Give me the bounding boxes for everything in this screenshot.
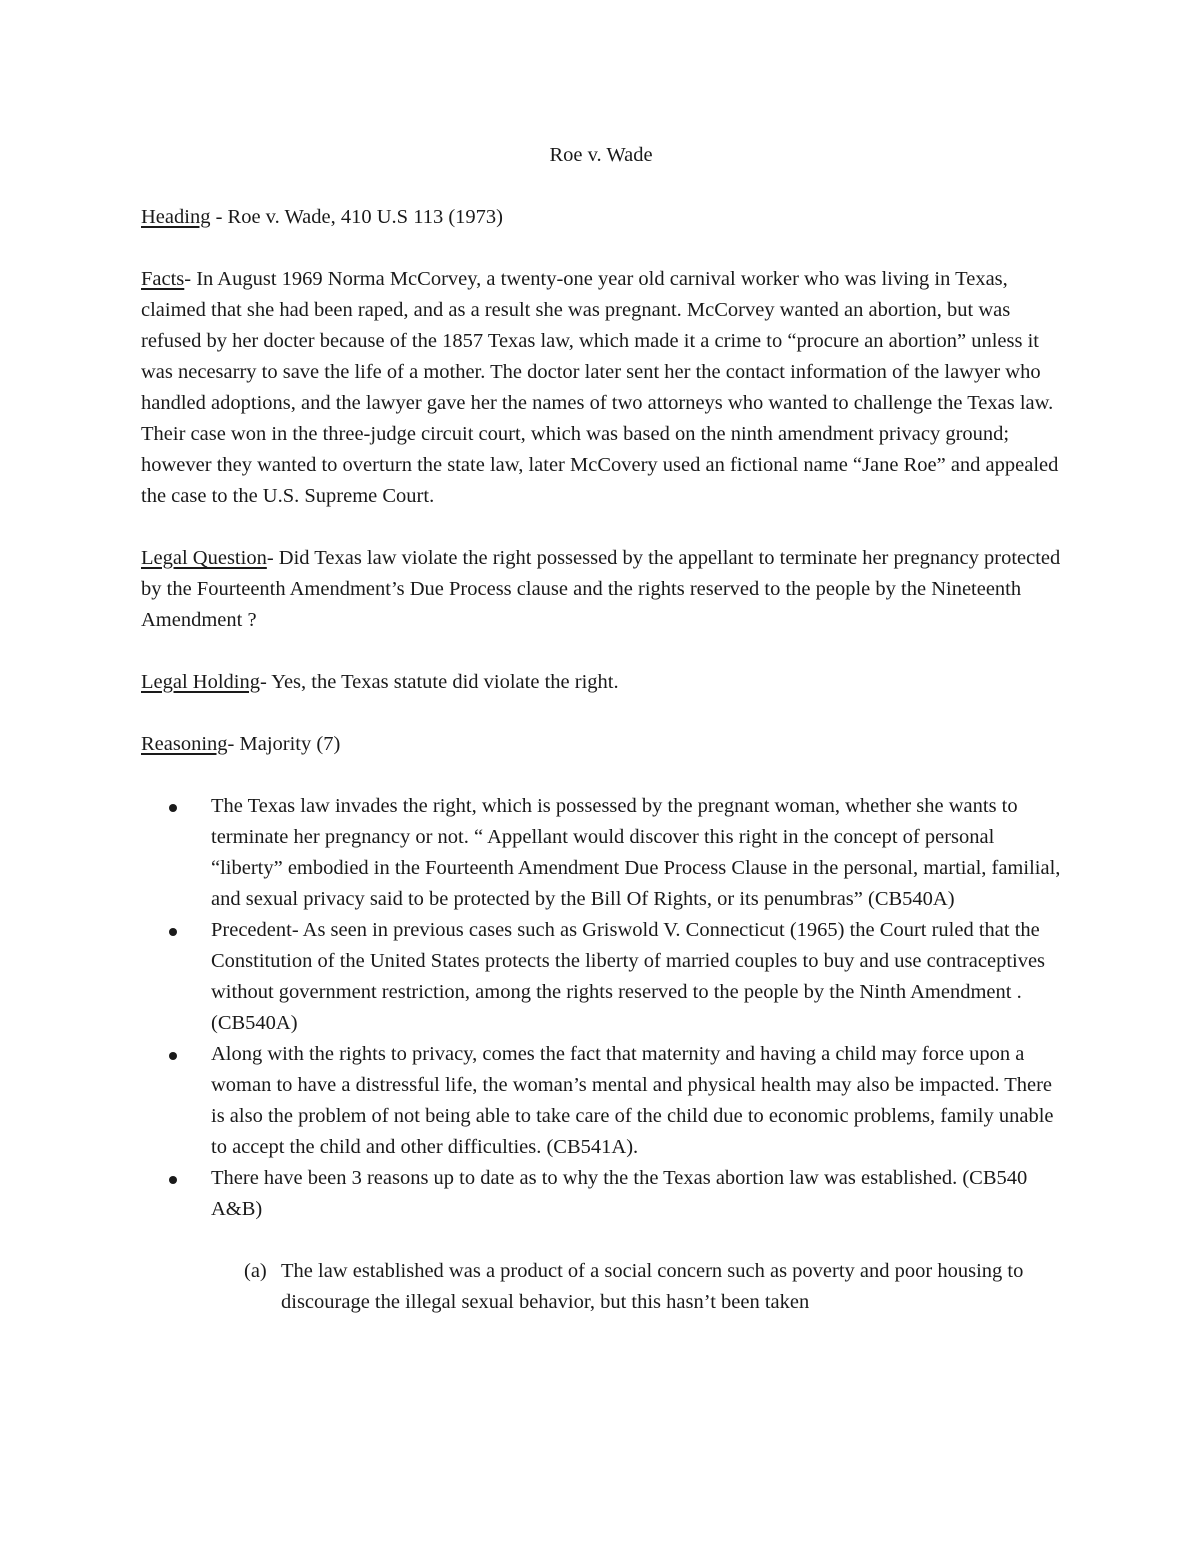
document-page [141, 140, 1061, 1318]
reasoning-text: - Majority (7) [227, 733, 341, 755]
reasoning-label: Reasoning [141, 733, 228, 755]
facts-section [141, 264, 1061, 512]
bullet-dot-icon [169, 804, 177, 812]
reasons-sub-list [141, 1256, 1061, 1318]
bullet-dot-icon [169, 1052, 177, 1060]
reasons-sub-item [244, 1256, 1061, 1318]
legal-question-text: - Did Texas law violate the right possessed by the appellant to terminate her pregnancy protected by the Fourteenth Amendment’s Due Process clause and the rights reserved to the people by the Nineteenth Amendment ? [141, 547, 1061, 631]
facts-label: Facts [141, 268, 185, 290]
reasoning-bullet-list [141, 791, 1061, 1225]
reasoning-bullet [211, 1039, 1061, 1163]
sub-item-text: The law established was a product of a social concern such as poverty and poor housing to discourage the illegal sexual behavior, but this hasn’t been taken [281, 1260, 1024, 1313]
reasoning-bullet-text: There have been 3 reasons up to date as to why the the Texas abortion law was established. (CB540 A&B) [211, 1167, 1028, 1220]
document-title: Roe v. Wade [549, 144, 653, 166]
heading-text: - Roe v. Wade, 410 U.S 113 (1973) [210, 206, 503, 228]
heading-section [141, 202, 1061, 233]
reasoning-bullet-text: The Texas law invades the right, which is possessed by the pregnant woman, whether she wants to terminate her pregnancy or not. “ Appellant would discover this right in the concept of personal “liberty” embodied in the Fourteenth Amendment Due Process Clause in the personal, martial, familial, and sexual privacy said to be protected by the Bill Of Rights, or its penumbras” (CB540A) [211, 795, 1061, 910]
reasoning-bullet [211, 1163, 1061, 1225]
legal-holding-text: - Yes, the Texas statute did violate the right. [260, 671, 619, 693]
reasoning-section [141, 729, 1061, 760]
heading-label: Heading [141, 206, 211, 228]
legal-holding-section [141, 667, 1061, 698]
legal-question-label: Legal Question [141, 547, 267, 569]
reasoning-bullet-text: Precedent- As seen in previous cases such as Griswold V. Connecticut (1965) the Court ruled that the Constitution of the United States protects the liberty of married couples to buy and use contraceptives without government restriction, among the rights reserved to the people by the Ninth Amendment . (CB540A) [211, 919, 1046, 1034]
sub-item-marker: (a) [244, 1260, 267, 1282]
legal-holding-label: Legal Holding [141, 671, 260, 693]
bullet-dot-icon [169, 1176, 177, 1184]
bullet-dot-icon [169, 928, 177, 936]
legal-question-section [141, 543, 1061, 636]
facts-text: - In August 1969 Norma McCorvey, a twenty-one year old carnival worker who was living in Texas, claimed that she had been raped, and as a result she was pregnant. McCorvey wanted an abortion, but was refused by her docter because of the 1857 Texas law, which made it a crime to “procure an abortion” unless it was necesarry to save the life of a mother. The doctor later sent her the contact information of the lawyer who handled adoptions, and the lawyer gave her the names of two attorneys who wanted to challenge the Texas law. Their case won in the three-judge circuit court, which was based on the ninth amendment privacy ground; however they wanted to overturn the state law, later McCovery used an fictional name “Jane Roe” and appealed the case to the U.S. Supreme Court. [141, 268, 1059, 507]
reasoning-bullet-text: Along with the rights to privacy, comes the fact that maternity and having a child may force upon a woman to have a distressful life, the woman’s mental and physical health may also be impacted. There is also the problem of not being able to take care of the child due to economic problems, family unable to accept the child and other difficulties. (CB541A). [211, 1043, 1054, 1158]
reasoning-bullet [211, 915, 1061, 1039]
reasoning-bullet [211, 791, 1061, 915]
